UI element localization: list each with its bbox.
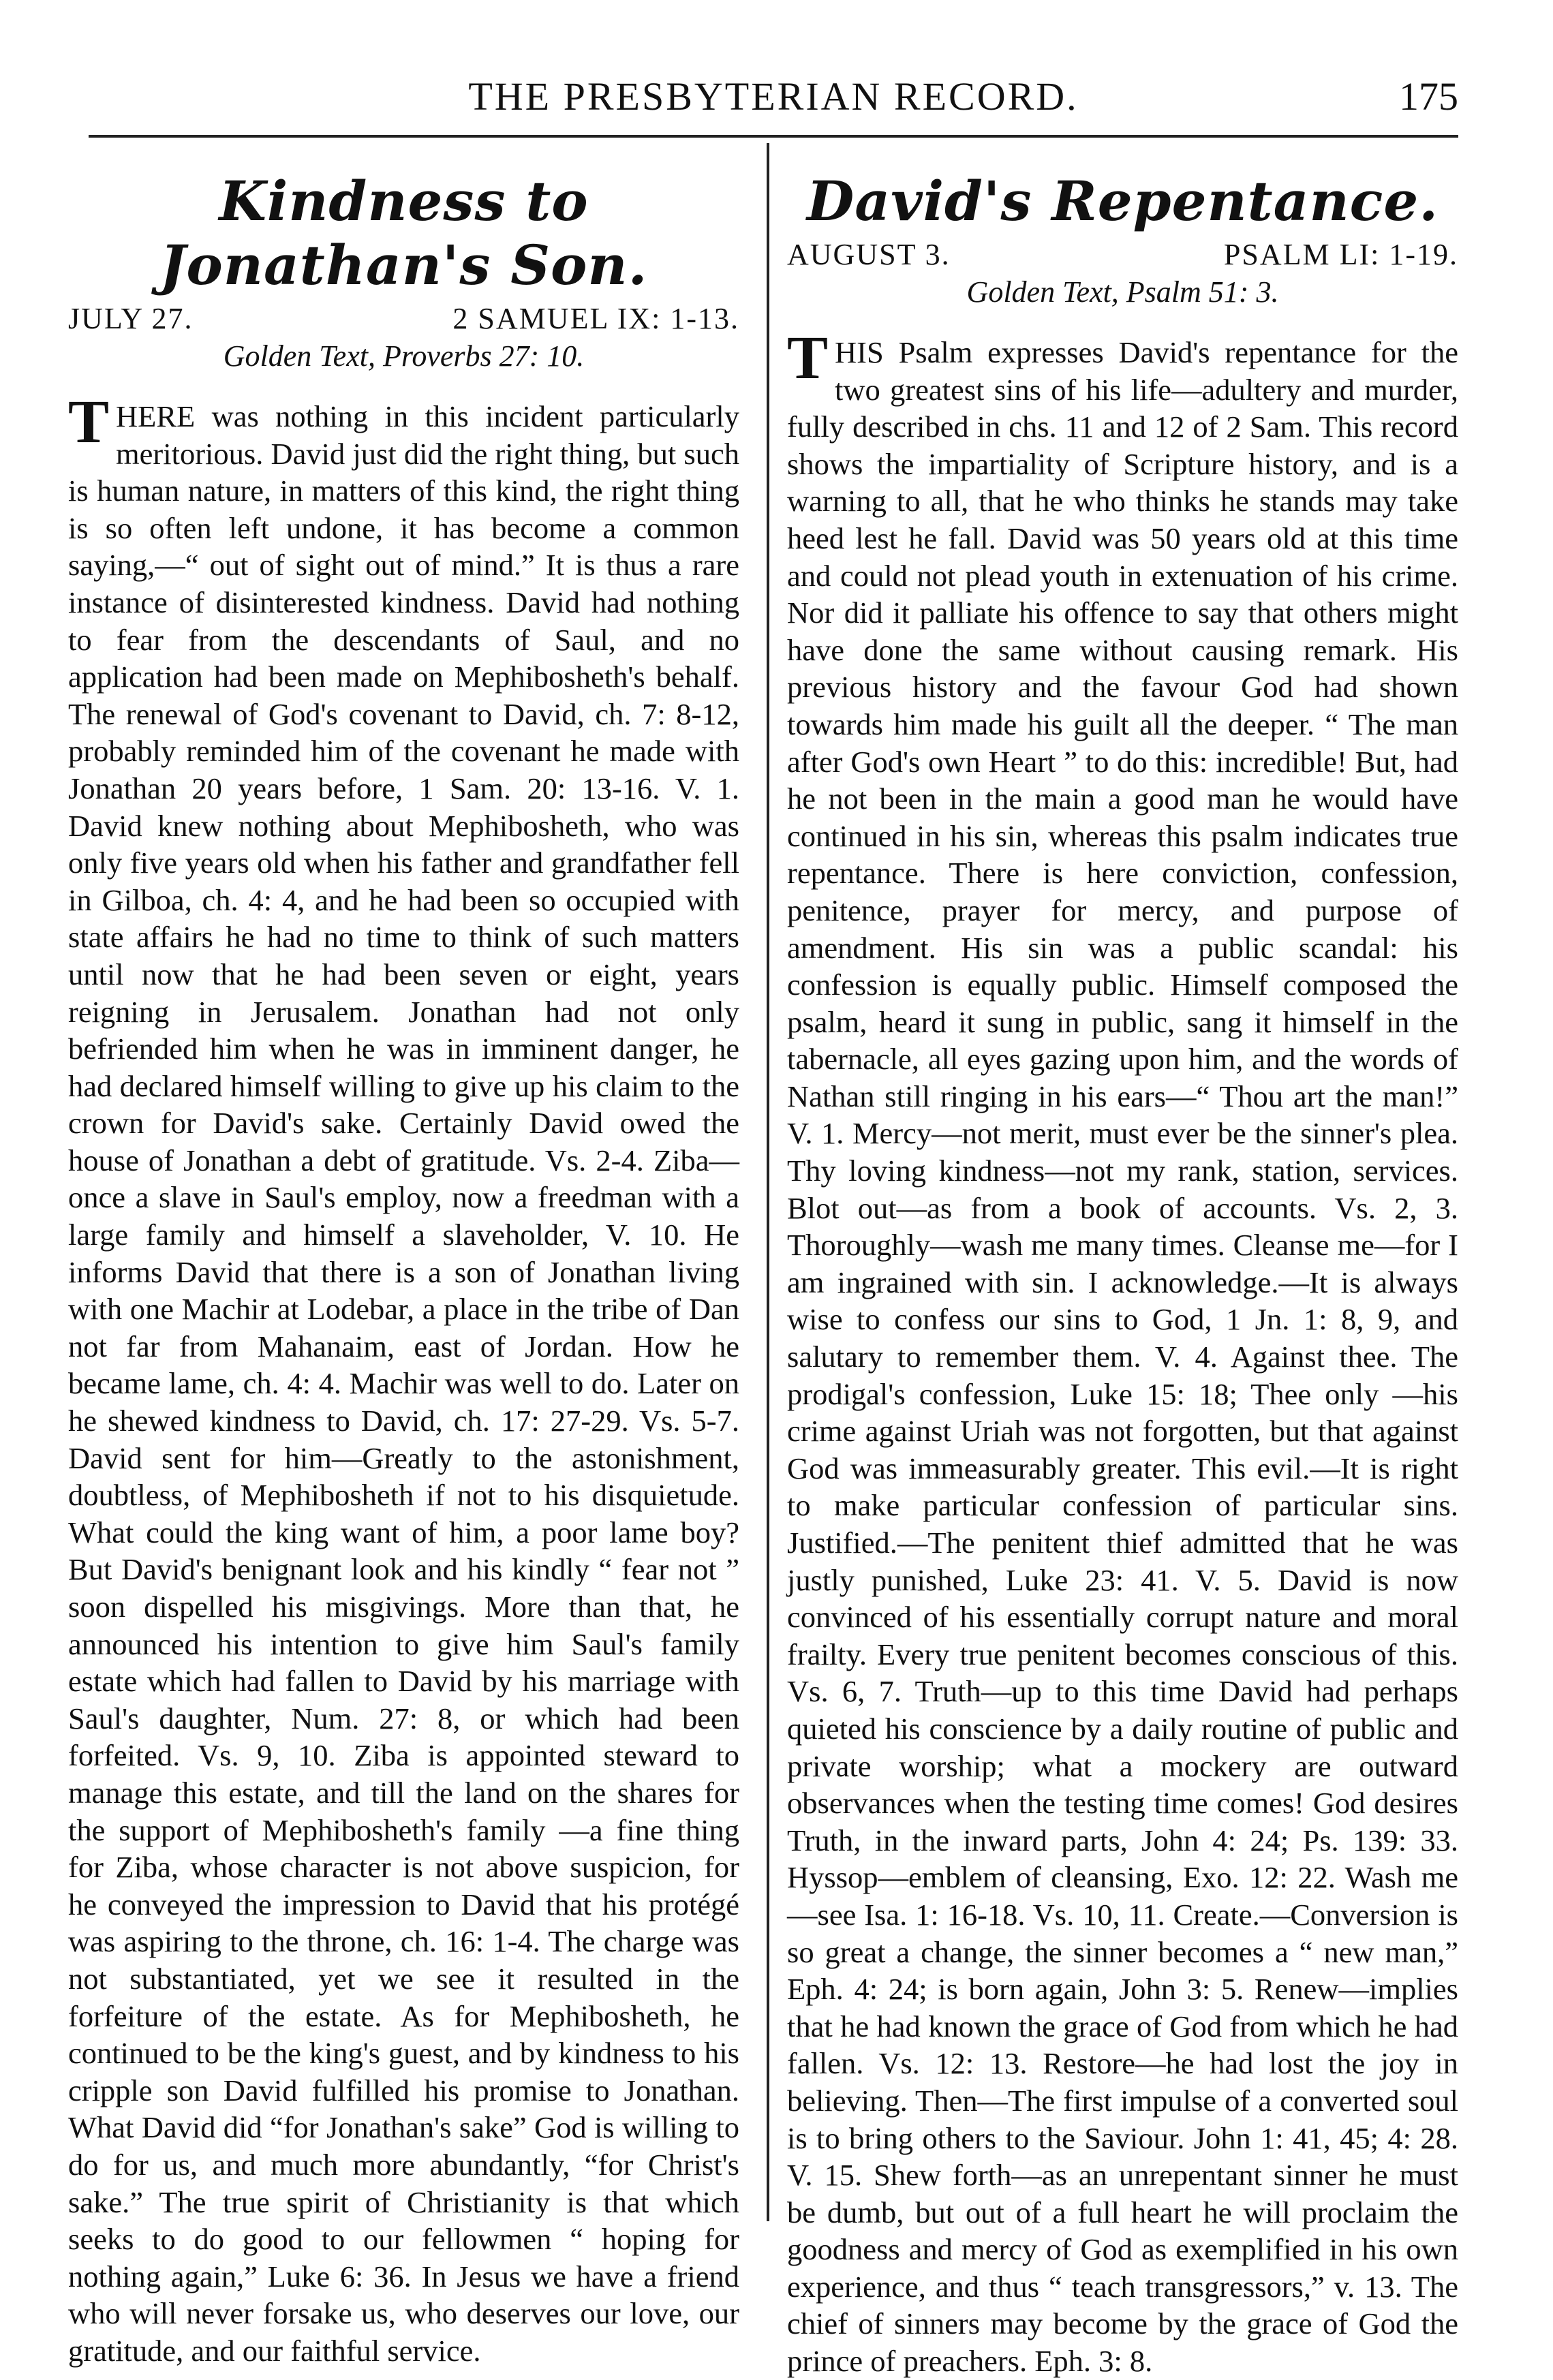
lesson-column-right	[787, 169, 1458, 2380]
lesson-body	[787, 324, 1458, 2380]
lesson-body-text: HERE was nothing in this incident particularly meritorious. David just did the right thing, but such is human nature, in matters of this kind, the right thing is so often left undone, it has become a common saying,—“ out of sight out of mind.” It is thus a rare instance of disinterested kindness. David had nothing to fear from the descendants of Saul, and no application had been made on Mephibosheth's behalf. The renewal of God's covenant to David, ch. 7: 8-12, probably reminded him of the covenant he made with Jonathan 20 years before, 1 Sam. 20: 13-16. V. 1. David knew nothing about Mephibosheth, who was only five years old when his father and grandfather fell in Gilboa, ch. 4: 4, and he had been so occupied with state affairs he had no time to think of such matters until now that he had been seven or eight, years reigning in Jerusalem. Jonathan had not only befriended him when he was in imminent danger, he had declared himself willing to give up his claim to the crown for David's sake. Certainly David owed the house of Jonathan a debt of gratitude. Vs. 2-4. Ziba—once a slave in Saul's employ, now a freedman with a large family and himself a slaveholder, V. 10. He informs David that there is a son of Jonathan living with one Machir at Lodebar, a place in the tribe of Dan not far from Mahanaim, east of Jordan. How he became lame, ch. 4: 4. Machir was well to do. Later on he shewed kindness to David, ch. 17: 27-29. Vs. 5-7. David sent for him—Greatly to the astonishment, doubtless, of Mephibosheth if not to his disquietude. What could the king want of him, a poor lame boy? But David's benignant look and his kindly “ fear not ” soon dispelled his misgivings. More than that, he announced his intention to give him Saul's family estate which had fallen to David by his marriage with Saul's daughter, Num. 27: 8, or which had been forfeited. Vs. 9, 10. Ziba is appointed steward to manage this estate, and till the land on the shares for the support of Mephibosheth's family —a fine thing for Ziba, whose character is not above suspicion, for he conveyed the impression to David that his protégé was aspiring to the throne, ch. 16: 1-4. The charge was not substantiated, yet we see it resulted in the forfeiture of the estate. As for Mephibosheth, he continued to be the king's guest, and by kindness to his cripple son David fulfilled his promise to Jonathan. What David did “for Jonathan's sake” God is willing to do for us, and much more abundantly, “for Christ's sake.” The true spirit of Christianity is that which seeks to do good to our fellowmen “ hoping for nothing again,” Luke 6: 36. In Jesus we have a friend who will never forsake us, who deserves our love, our gratitude, and our faithful service.	[68, 399, 739, 2368]
lesson-meta	[787, 237, 1458, 272]
drop-cap: T	[68, 388, 110, 456]
page-number: 175	[1399, 74, 1458, 119]
scripture-reference: 2 SAMUEL IX: 1-13.	[452, 302, 739, 335]
golden-text: Golden Text, Psalm 51: 3.	[966, 275, 1279, 309]
lesson-title: Kindness to Jonathan's Son.	[159, 169, 648, 297]
lesson-title: David's Repentance.	[806, 169, 1439, 233]
lesson-date: AUGUST 3.	[787, 238, 951, 271]
page-header	[89, 74, 1458, 121]
lesson-column-left	[68, 169, 739, 2369]
lesson-meta	[68, 301, 739, 336]
header-rule	[89, 135, 1458, 138]
drop-cap: T	[787, 324, 829, 392]
running-title: THE PRESBYTERIAN RECORD.	[468, 74, 1079, 119]
scripture-reference: PSALM LI: 1-19.	[1223, 238, 1458, 271]
lesson-date: JULY 27.	[68, 302, 194, 335]
golden-text: Golden Text, Proverbs 27: 10.	[223, 339, 585, 373]
lesson-body	[68, 388, 739, 2369]
lesson-body-text: HIS Psalm expresses David's repentance for the two greatest sins of his life—adultery and murder, fully described in chs. 11 and 12 of 2 Sam. This record shows the impartiality of Scripture history, and is a warning to all, that he who thinks he stands may take heed lest he fall. David was 50 years old at this time and could not plead youth in extenuation of his crime. Nor did it palliate his offence to say that others might have done the same without causing remark. His previous history and the favour God had shown towards him made his guilt all the deeper. “ The man after God's own Heart ” to do this: incredible! But, had he not been in the main a good man he would have continued in his sin, whereas this psalm indicates true repentance. There is here conviction, confession, penitence, prayer for mercy, and purpose of amendment. His sin was a public scandal: his confession is equally public. Himself composed the psalm, heard it sung in public, sang it himself in the tabernacle, all eyes gazing upon him, and the words of Nathan still ringing in his ears—“ Thou art the man!” V. 1. Mercy—not merit, must ever be the sinner's plea. Thy loving kindness—not my rank, station, services. Blot out—as from a book of accounts. Vs. 2, 3. Thoroughly—wash me many times. Cleanse me—for I am ingrained with sin. I acknowledge.—It is always wise to confess our sins to God, 1 Jn. 1: 8, 9, and salutary to remember them. V. 4. Against thee. The prodigal's confession, Luke 15: 18; Thee only —his crime against Uriah was not forgotten, but that against God was immeasurably greater. This evil.—It is right to make particular confession of particular sins. Justified.—The penitent thief admitted that he was justly punished, Luke 23: 41. V. 5. David is now convinced of his essentially corrupt nature and moral frailty. Every true penitent becomes conscious of this. Vs. 6, 7. Truth—up to this time David had perhaps quieted his conscience by a daily routine of public and private worship; what a mockery are outward observances when the testing time comes! God desires Truth, in the inward parts, John 4: 24; Ps. 139: 33. Hyssop—emblem of cleansing, Exo. 12: 22. Wash me—see Isa. 1: 16-18. Vs. 10, 11. Create.—Conversion is so great a change, the sinner becomes a “ new man,” Eph. 4: 24; is born again, John 3: 5. Renew—implies that he had known the grace of God from which he had fallen. Vs. 12: 13. Restore—he had lost the joy in believing. Then—The first impulse of a converted soul is to bring others to the Saviour. John 1: 41, 45; 4: 28. V. 15. Shew forth—as an unrepentant sinner he must be dumb, but out of a full heart he will proclaim the goodness and mercy of God as exemplified in his own experience, and thus “ teach transgressors,” v. 13. The chief of sinners may become by the grace of God the prince of preachers. Eph. 3: 8.	[787, 335, 1458, 2379]
column-rule	[767, 143, 769, 2221]
